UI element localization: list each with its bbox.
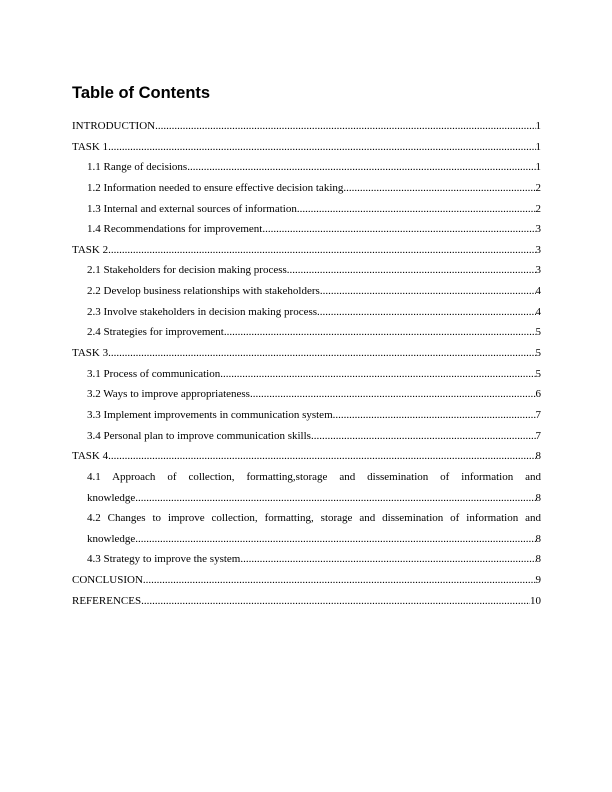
- toc-entry-title: 4.3 Strategy to improve the system: [87, 553, 241, 566]
- toc-entry-title: CONCLUSION: [72, 574, 143, 587]
- toc-page-number: 8: [535, 450, 541, 463]
- toc-entry-4-3[interactable]: [72, 549, 541, 570]
- toc-entry-title: TASK 1: [72, 140, 109, 153]
- dot-leader: [287, 260, 536, 281]
- toc-page-number: 5: [535, 326, 541, 339]
- toc-entry-title: 2.1 Stakeholders for decision making process: [87, 264, 287, 277]
- toc-page-number: 5: [535, 347, 541, 360]
- toc-title: Table of Contents: [72, 84, 211, 102]
- toc-page-number: 6: [535, 388, 541, 401]
- toc-entry-introduction[interactable]: [72, 116, 541, 137]
- toc-entry-title: 3.4 Personal plan to improve communication skills: [87, 429, 311, 442]
- dot-leader: [333, 405, 536, 426]
- toc-entry-3-1[interactable]: [72, 364, 541, 385]
- dot-leader: [250, 384, 536, 405]
- toc-page-number: 7: [535, 408, 541, 421]
- toc-page-number: 5: [535, 367, 541, 380]
- toc-entry-2-4[interactable]: [72, 322, 541, 343]
- dot-leader: [108, 446, 535, 467]
- toc-page-number: 1: [535, 161, 541, 174]
- toc-page-number: 7: [535, 429, 541, 442]
- toc-entry-title: 2.4 Strategies for improvement: [87, 326, 224, 339]
- toc-entry-title: TASK 2: [72, 243, 109, 256]
- toc-page-number: 2: [535, 202, 541, 215]
- toc-page-number: 8: [535, 532, 541, 545]
- dot-leader: [343, 178, 535, 199]
- toc-entry-title: 3.2 Ways to improve appropriateness: [87, 388, 250, 401]
- dot-leader: [224, 322, 536, 343]
- dot-leader: [220, 364, 535, 385]
- dot-leader: [135, 488, 535, 509]
- toc-page-number: 4: [535, 285, 541, 298]
- toc-entry-task-1[interactable]: [72, 137, 541, 158]
- toc-entry-title: 2.2 Develop business relationships with stakeholders: [87, 285, 320, 298]
- dot-leader: [320, 281, 536, 302]
- dot-leader: [311, 426, 536, 447]
- toc-entry-title: 1.2 Information needed to ensure effective decision taking: [87, 181, 344, 194]
- toc-entry-2-2[interactable]: [72, 281, 541, 302]
- toc-page-number: 9: [535, 574, 541, 587]
- toc-page-number: 3: [535, 243, 541, 256]
- dot-leader: [155, 116, 535, 137]
- dot-leader: [108, 240, 535, 261]
- toc-entry-title: 2.3 Involve stakeholders in decision making process: [87, 305, 318, 318]
- toc-entry-title-line1: 4.2 Changes to improve collection, formatting, storage and dissemination of information and: [87, 512, 541, 525]
- toc-entry-task-3[interactable]: [72, 343, 541, 364]
- toc-entry-title: TASK 3: [72, 347, 109, 360]
- toc-entry-4-1[interactable]: [72, 467, 541, 508]
- toc-entry-title: REFERENCES: [72, 594, 142, 607]
- toc-entry-title-line2: knowledge: [87, 532, 136, 545]
- toc-entry-references[interactable]: [72, 591, 541, 612]
- toc-entry-title: 3.1 Process of communication: [87, 367, 221, 380]
- toc-entry-title: INTRODUCTION: [72, 120, 156, 132]
- toc-entry-1-3[interactable]: [72, 199, 541, 220]
- toc-entry-2-3[interactable]: [72, 302, 541, 323]
- dot-leader: [143, 570, 536, 591]
- toc-entry-1-4[interactable]: [72, 219, 541, 240]
- toc-entry-4-2[interactable]: [72, 508, 541, 549]
- toc-page-number: 1: [535, 120, 541, 132]
- dot-leader: [108, 137, 535, 158]
- toc-entry-1-1[interactable]: [72, 157, 541, 178]
- toc-entry-task-4[interactable]: [72, 446, 541, 467]
- toc-page-number: 10: [530, 594, 541, 607]
- toc-entry-3-2[interactable]: [72, 384, 541, 405]
- toc-entry-conclusion[interactable]: [72, 570, 541, 591]
- dot-leader: [297, 199, 536, 220]
- toc-entry-title: 1.1 Range of decisions: [87, 161, 188, 174]
- toc-page-number: 8: [535, 553, 541, 566]
- toc-entry-title: 3.3 Implement improvements in communication system: [87, 408, 333, 421]
- dot-leader: [141, 591, 530, 612]
- toc-page-number: 8: [535, 491, 541, 504]
- toc-entry-title: 1.3 Internal and external sources of information: [87, 202, 297, 215]
- toc-entry-title-line2: knowledge: [87, 491, 136, 504]
- dot-leader: [135, 529, 535, 550]
- toc-entry-title-line1: 4.1 Approach of collection, formatting,storage and dissemination of information and: [87, 470, 541, 483]
- toc-list: [72, 116, 541, 611]
- toc-entry-3-4[interactable]: [72, 426, 541, 447]
- toc-page-number: 3: [535, 264, 541, 277]
- toc-page-number: 4: [535, 305, 541, 318]
- dot-leader: [108, 343, 535, 364]
- toc-page-number: 1: [535, 140, 541, 153]
- dot-leader: [240, 549, 535, 570]
- toc-page-number: 3: [535, 223, 541, 236]
- dot-leader: [317, 302, 535, 323]
- toc-entry-3-3[interactable]: [72, 405, 541, 426]
- toc-entry-title: TASK 4: [72, 450, 109, 463]
- toc-entry-task-2[interactable]: [72, 240, 541, 261]
- toc-page-number: 2: [535, 181, 541, 194]
- dot-leader: [187, 157, 535, 178]
- toc-entry-title: 1.4 Recommendations for improvement: [87, 223, 263, 236]
- toc-entry-1-2[interactable]: [72, 178, 541, 199]
- dot-leader: [262, 219, 535, 240]
- toc-entry-2-1[interactable]: [72, 260, 541, 281]
